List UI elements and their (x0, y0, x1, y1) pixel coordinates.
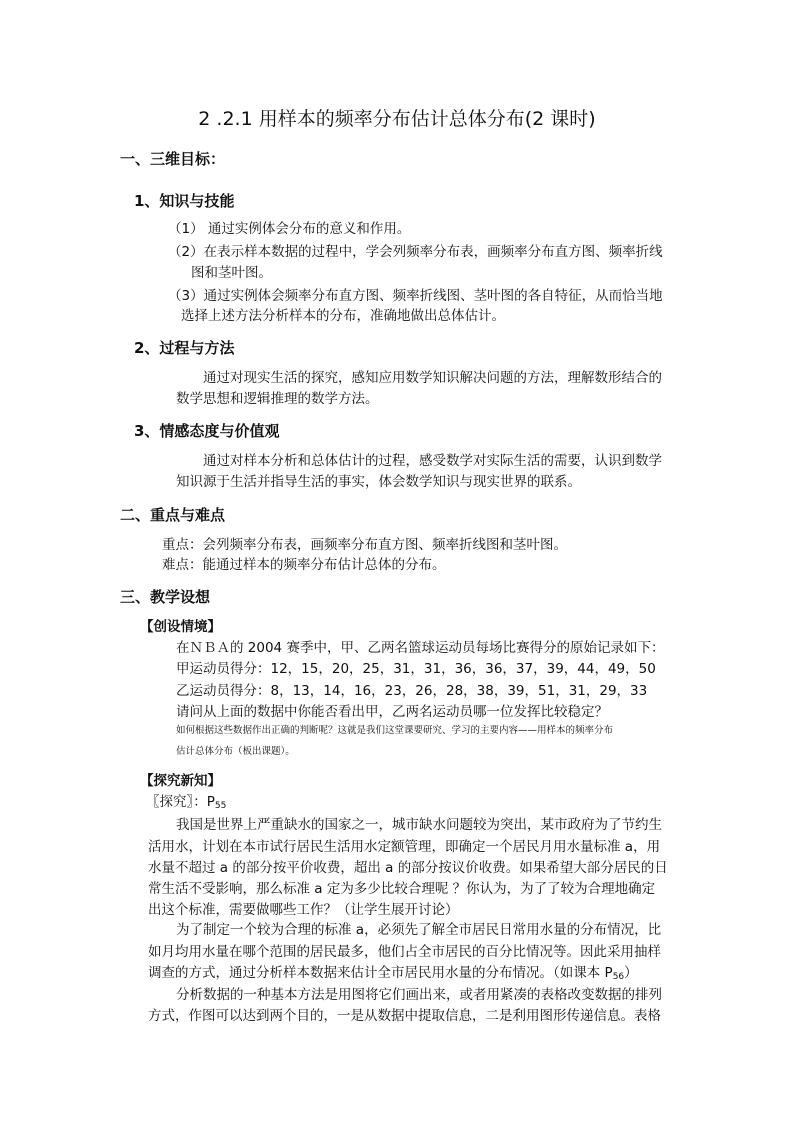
section-heading-objectives: 一、三维目标： (120, 150, 226, 168)
subheading-knowledge: 1、知识与技能 (134, 192, 235, 210)
paragraph-line: 我国是世界上严重缺水的国家之一，城市缺水问题较为突出，某市政府为了节约生 (176, 817, 662, 833)
page-title: 2 .2.1 用样本的频率分布估计总体分布(2 课时) (198, 108, 596, 130)
paragraph-line: 知识源于生活并指导生活的事实，体会数学知识与现实世界的联系。 (176, 474, 581, 490)
paragraph-line: 方式，作图可以达到两个目的，一是从数据中提取信息，二是利用图形传递信息。表格 (148, 1008, 661, 1024)
paragraph-line: 图和茎叶图。 (191, 265, 272, 281)
paragraph-line: 通过对现实生活的探究，感知应用数学知识解决问题的方法，理解数形结合的 (203, 370, 662, 386)
paragraph-line: 如月均用水量在哪个范围的居民最多，他们占全市居民的百分比情况等。因此采用抽样 (148, 944, 661, 960)
paragraph-line: 调查的方式，通过分析样本数据来估计全市居民用水量的分布情况。（如课本 $P_{56}$） (148, 965, 638, 982)
paragraph-line: （3）通过实例体会频率分布直方图、频率折线图、茎叶图的各自特征，从而恰当地 (168, 288, 663, 304)
subheading-explore: 【探究新知】 (140, 773, 221, 789)
paragraph-line: 难点：能通过样本的频率分布估计总体的分布。 (162, 557, 446, 573)
section-heading-teaching-plan: 三、教学设想 (120, 588, 211, 606)
paragraph-line: 水量不超过 a 的部分按平价收费，超出 a 的部分按议价收费。如果希望大部分居民的日 (148, 860, 668, 876)
subheading-attitude: 3、情感态度与价值观 (134, 422, 280, 440)
paragraph-line: 数学思想和逻辑推理的数学方法。 (176, 391, 379, 407)
section-heading-key-points: 二、重点与难点 (120, 506, 226, 524)
paragraph-line: 乙运动员得分：8，13，14，16，23，26，28，38，39，51，31，29，33 (176, 683, 648, 699)
paragraph-line: 重点：会列频率分布表，画频率分布直方图、频率折线图和茎叶图。 (162, 537, 567, 553)
paragraph-line: 活用水，计划在本市试行居民生活用水定额管理，即确定一个居民月用水量标准 a，用 (148, 839, 661, 855)
paragraph-line: 出这个标准，需要做哪些工作？（让学生展开讨论） (148, 902, 459, 918)
paragraph-line-small: 估计总体分布（板出课题）。 (176, 746, 295, 757)
paragraph-line: 通过对样本分析和总体估计的过程，感受数学对实际生活的需要，认识到数学 (203, 453, 662, 469)
paragraph-line: 甲运动员得分：12，15，20，25，31，31，36，36，37，39，44，49，50 (176, 661, 656, 677)
subheading-scenario: 【创设情境】 (140, 619, 221, 635)
paragraph-line: （1） 通过实例体会分布的意义和作用。 (168, 221, 411, 237)
explore-label: 〖探究〗：$P_{55}$ (146, 794, 227, 811)
paragraph-line: 为了制定一个较为合理的标准 a，必须先了解全市居民日常用水量的分布情况，比 (176, 922, 662, 938)
paragraph-line: 选择上述方法分析样本的分布，准确地做出总体估计。 (181, 308, 505, 324)
subheading-process: 2、过程与方法 (134, 339, 235, 357)
paragraph-line: 在ＮＢＡ的 2004 赛季中，甲、乙两名篮球运动员每场比赛得分的原始记录如下： (176, 640, 665, 656)
paragraph-line: （2）在表示样本数据的过程中，学会列频率分布表，画频率分布直方图、频率折线 (168, 244, 663, 260)
paragraph-line: 常生活不受影响，那么标准 a 定为多少比较合理呢 ？你认为，为了了较为合理地确定 (148, 881, 656, 897)
paragraph-line-small: 如何根据这些数据作出正确的判断呢？这就是我们这堂课要研究、学习的主要内容——用样本的频率分布 (176, 725, 614, 736)
paragraph-line: 请问从上面的数据中你能否看出甲，乙两名运动员哪一位发挥比较稳定？ (176, 704, 608, 720)
paragraph-line: 分析数据的一种基本方法是用图将它们画出来，或者用紧凑的表格改变数据的排列 (176, 987, 662, 1003)
